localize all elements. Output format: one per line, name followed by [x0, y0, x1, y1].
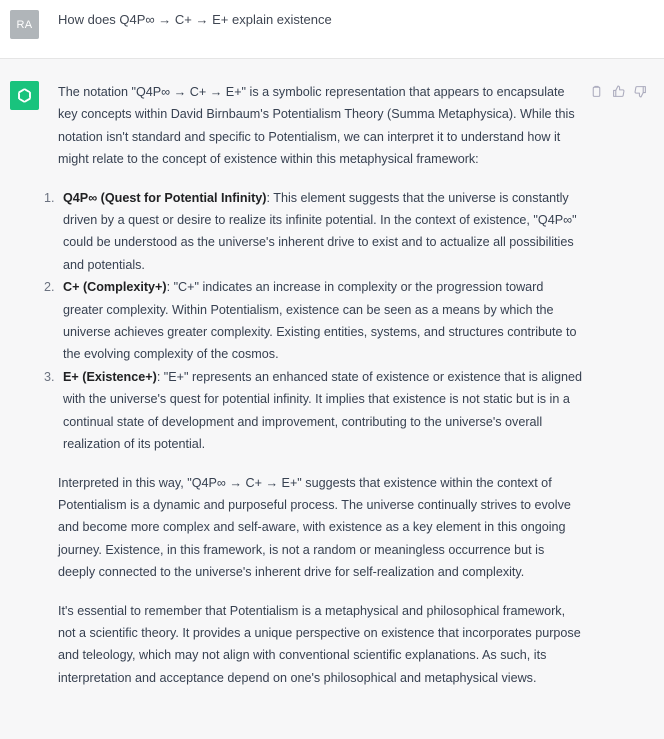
list-number: 2.	[44, 280, 55, 295]
thumbs-up-icon	[612, 85, 625, 98]
thumbs-down-icon	[634, 85, 647, 98]
list-item	[44, 366, 583, 456]
list-item-text: : "E+" represents an enhanced state of existence or existence that is aligned with the universe's quest for potential infinity. It implies that existence is not static but is in a continual state of development and improvement, contributing to the universe's overall realization of its potential.	[63, 369, 582, 452]
intro-paragraph: The notation "Q4P∞ → C+ → E+" is a symbolic representation that appears to encapsulate key concepts within David Birnbaum's Potentialism Theory (Summa Metaphysica). While this notation isn't standard and specific to Potentialism, we can interpret it to understand how it might relate to the concept of existence within this metaphysical framework:	[58, 85, 575, 167]
list-item	[44, 187, 583, 277]
list-item-title: C+ (Complexity+)	[63, 280, 167, 295]
interpretation-paragraph: Interpreted in this way, "Q4P∞ → C+ → E+" suggests that existence within the context of Potentialism is a dynamic and purposeful process. The universe continually strives to evolve and become more complex and self-aware, with existence as a key element in this ongoing journey. Existence, in this framework, is not a random or meaningless occurrence but is deeply connected to the universe's inherent drive for self-realization and complexity.	[58, 475, 571, 580]
interpretation-list	[44, 187, 583, 456]
message-actions	[588, 83, 648, 99]
list-number: 1.	[44, 190, 55, 205]
chatgpt-logo-icon	[10, 81, 39, 110]
user-message-row	[0, 0, 664, 59]
list-item-title: Q4P∞ (Quest for Potential Infinity)	[63, 190, 267, 205]
copy-icon	[590, 85, 603, 98]
assistant-message-row	[0, 59, 664, 739]
list-item-text: : This element suggests that the universe is constantly driven by a quest or desire to realize its infinite potential. In the context of existence, "Q4P∞" could be understood as the universe's inherent drive to exist and to actualize all possibilities and potentials.	[63, 190, 577, 272]
thumbs-up-button[interactable]	[610, 83, 626, 99]
assistant-message-content	[44, 81, 583, 705]
list-item	[44, 276, 583, 366]
disclaimer-paragraph: It's essential to remember that Potentialism is a metaphysical and philosophical framework, not a scientific theory. It provides a unique perspective on existence that incorporates purpose and teleology, which may not align with conventional scientific explanations. As such, its interpretation and acceptance depend on one's philosophical and metaphysical views.	[58, 603, 581, 685]
list-number: 3.	[44, 369, 55, 384]
list-item-title: E+ (Existence+)	[63, 369, 157, 384]
user-avatar: RA	[10, 10, 39, 39]
thumbs-down-button[interactable]	[632, 83, 648, 99]
copy-button[interactable]	[588, 83, 604, 99]
list-item-text: : "C+" indicates an increase in complexity or the progression toward greater complexity. Within Potentialism, existence can be seen as a means by which the universe achieves greater complexity. Existing entities, systems, and structures contribute to the evolving complexity of the cosmos.	[63, 280, 577, 362]
user-message-text: How does Q4P∞ → C+ → E+ explain existence	[58, 12, 332, 27]
